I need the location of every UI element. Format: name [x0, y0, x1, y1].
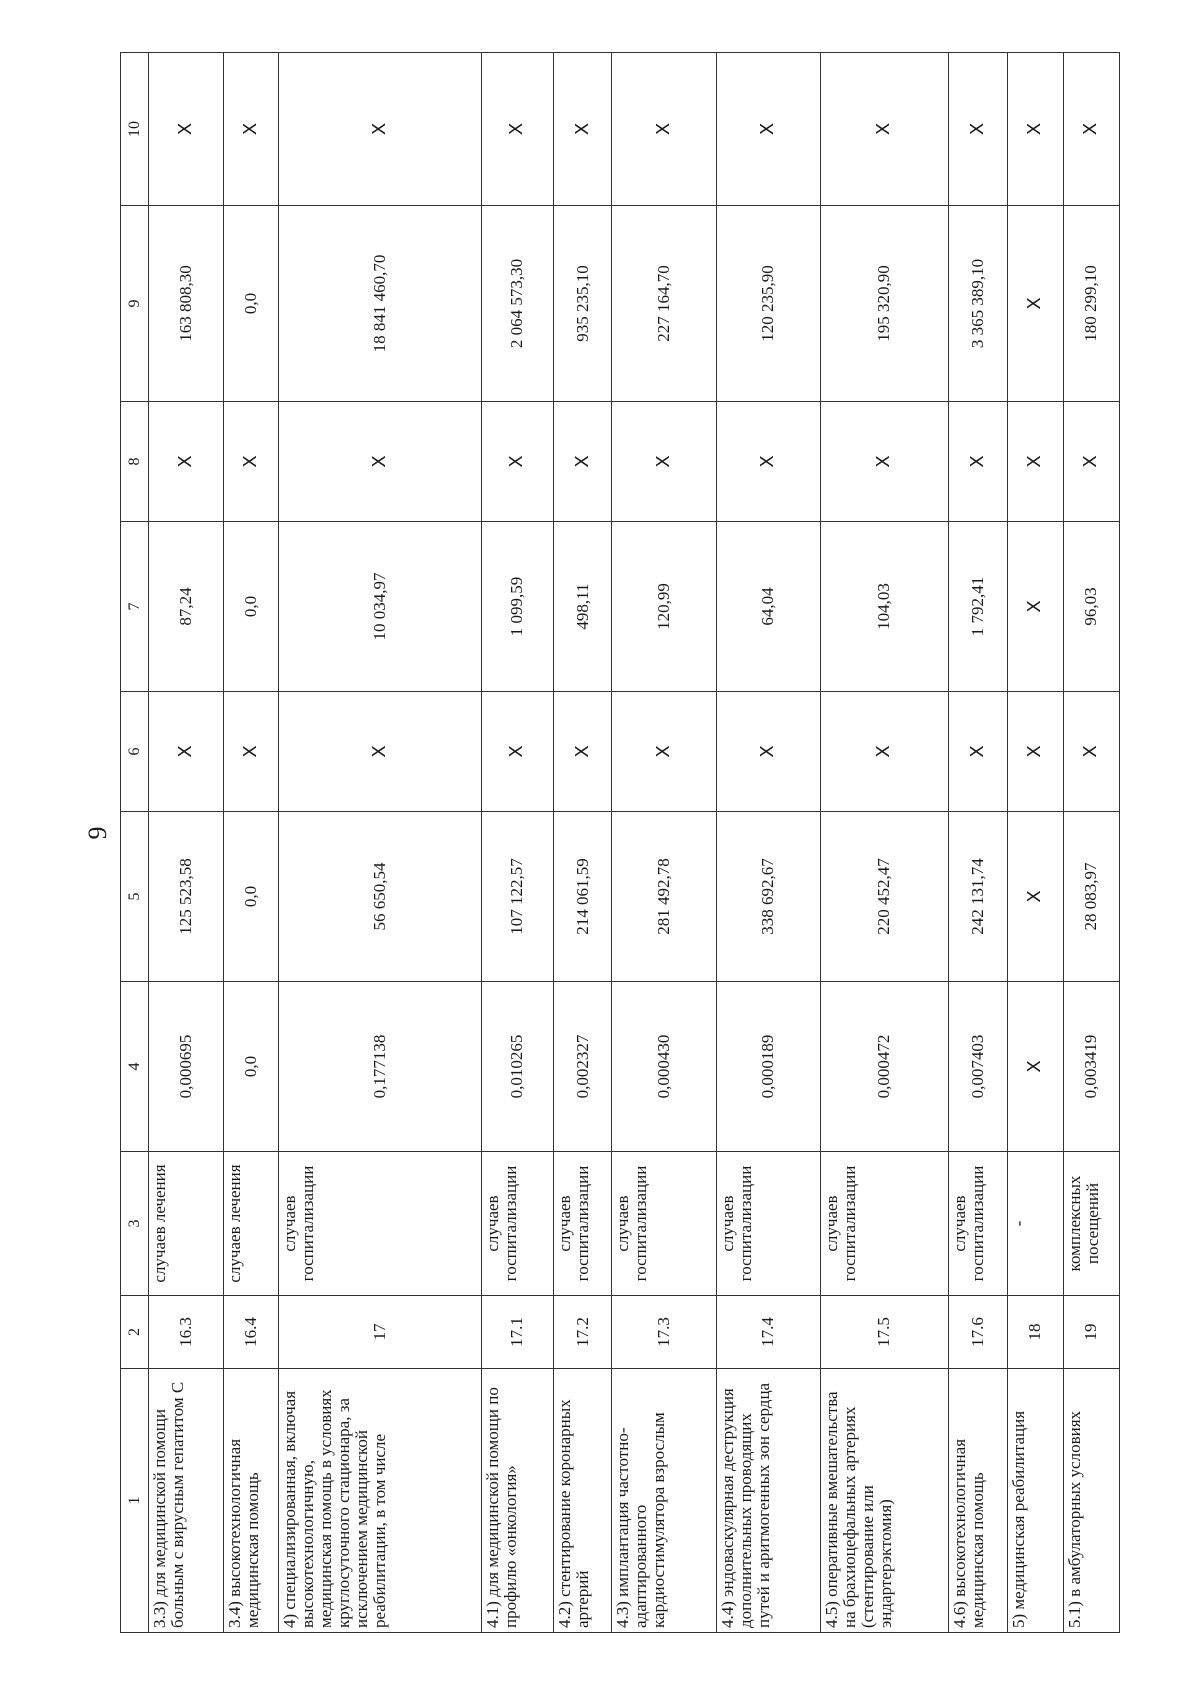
cell-col-6: X [278, 692, 481, 812]
cell-col-1: 4.6) высокотехнологичная медицинская помощь [948, 1369, 1007, 1633]
cell-col-2: 16.4 [223, 1296, 278, 1369]
cell-col-3: случаев госпитализации [716, 1152, 820, 1296]
cell-col-5: 338 692,67 [716, 812, 820, 982]
cell-col-7: 96,03 [1063, 522, 1119, 692]
cell-col-10: X [1063, 53, 1119, 206]
cell-col-1: 3.3) для медицинской помощи больным с вирусным гепатитом С [149, 1369, 224, 1633]
cell-col-7: 1 099,59 [481, 522, 553, 692]
cell-col-2: 16.3 [149, 1296, 224, 1369]
table-row [223, 53, 278, 1633]
cell-col-5: 242 131,74 [948, 812, 1007, 982]
cell-col-9: 195 320,90 [820, 206, 948, 402]
cell-col-7: 10 034,97 [278, 522, 481, 692]
cell-col-9: 935 235,10 [553, 206, 612, 402]
column-header: 3 [121, 1152, 149, 1296]
cell-col-8: X [820, 402, 948, 522]
column-header: 6 [121, 692, 149, 812]
table-row [820, 53, 948, 1633]
cell-col-10: X [553, 53, 612, 206]
cell-col-9: 0,0 [223, 206, 278, 402]
cell-col-4: 0,003419 [1063, 982, 1119, 1152]
data-table [120, 52, 1120, 1633]
rotated-table-wrapper [120, 53, 1120, 1633]
header-row [121, 53, 149, 1633]
cell-col-7: 87,24 [149, 522, 224, 692]
cell-col-9: 180 299,10 [1063, 206, 1119, 402]
cell-col-7: X [1007, 522, 1063, 692]
cell-col-10: X [948, 53, 1007, 206]
cell-col-5: 0,0 [223, 812, 278, 982]
cell-col-3: случаев госпитализации [612, 1152, 716, 1296]
cell-col-10: X [820, 53, 948, 206]
cell-col-1: 5.1) в амбулаторных условиях [1063, 1369, 1119, 1633]
cell-col-9: X [1007, 206, 1063, 402]
cell-col-3: - [1007, 1152, 1063, 1296]
cell-col-5: 214 061,59 [553, 812, 612, 982]
column-header: 2 [121, 1296, 149, 1369]
cell-col-10: X [481, 53, 553, 206]
cell-col-7: 1 792,41 [948, 522, 1007, 692]
cell-col-7: 498,11 [553, 522, 612, 692]
cell-col-3: случаев госпитализации [278, 1152, 481, 1296]
cell-col-9: 2 064 573,30 [481, 206, 553, 402]
cell-col-8: X [481, 402, 553, 522]
cell-col-10: X [612, 53, 716, 206]
cell-col-5: 125 523,58 [149, 812, 224, 982]
cell-col-2: 17.4 [716, 1296, 820, 1369]
cell-col-9: 227 164,70 [612, 206, 716, 402]
cell-col-3: комплексных посещений [1063, 1152, 1119, 1296]
cell-col-7: 120,99 [612, 522, 716, 692]
table-row [948, 53, 1007, 1633]
cell-col-6: X [223, 692, 278, 812]
cell-col-2: 17.5 [820, 1296, 948, 1369]
cell-col-1: 4.4) эндоваскулярная деструкция дополнительных проводящих путей и аритмогенных зон сердца [716, 1369, 820, 1633]
cell-col-3: случаев госпитализации [481, 1152, 553, 1296]
cell-col-5: X [1007, 812, 1063, 982]
cell-col-8: X [1063, 402, 1119, 522]
cell-col-1: 4.5) оперативные вмешательства на брахиоцефальных артериях (стентирование или эндартерэктомия) [820, 1369, 948, 1633]
cell-col-5: 281 492,78 [612, 812, 716, 982]
cell-col-10: X [1007, 53, 1063, 206]
cell-col-7: 64,04 [716, 522, 820, 692]
cell-col-7: 104,03 [820, 522, 948, 692]
column-header: 8 [121, 402, 149, 522]
cell-col-2: 17.6 [948, 1296, 1007, 1369]
cell-col-2: 18 [1007, 1296, 1063, 1369]
cell-col-8: X [278, 402, 481, 522]
cell-col-6: X [716, 692, 820, 812]
table-row [149, 53, 224, 1633]
cell-col-6: X [553, 692, 612, 812]
cell-col-3: случаев госпитализации [820, 1152, 948, 1296]
cell-col-9: 163 808,30 [149, 206, 224, 402]
table-row [481, 53, 553, 1633]
cell-col-10: X [149, 53, 224, 206]
cell-col-2: 17.2 [553, 1296, 612, 1369]
cell-col-3: случаев лечения [223, 1152, 278, 1296]
table-row [612, 53, 716, 1633]
cell-col-8: X [948, 402, 1007, 522]
column-header: 4 [121, 982, 149, 1152]
cell-col-1: 5) медицинская реабилитация [1007, 1369, 1063, 1633]
cell-col-4: X [1007, 982, 1063, 1152]
cell-col-6: X [1007, 692, 1063, 812]
cell-col-4: 0,177138 [278, 982, 481, 1152]
cell-col-1: 4.3) имплантация частотно-адаптированного кардиостимулятора взрослым [612, 1369, 716, 1633]
cell-col-2: 17.1 [481, 1296, 553, 1369]
table-row [716, 53, 820, 1633]
column-header: 1 [121, 1369, 149, 1633]
cell-col-8: X [716, 402, 820, 522]
cell-col-6: X [612, 692, 716, 812]
cell-col-4: 0,000695 [149, 982, 224, 1152]
table-row [1007, 53, 1063, 1633]
cell-col-8: X [553, 402, 612, 522]
cell-col-9: 18 841 460,70 [278, 206, 481, 402]
cell-col-10: X [716, 53, 820, 206]
column-header: 9 [121, 206, 149, 402]
table-row [278, 53, 481, 1633]
cell-col-4: 0,0 [223, 982, 278, 1152]
cell-col-8: X [223, 402, 278, 522]
cell-col-1: 4.1) для медицинской помощи по профилю «онкология» [481, 1369, 553, 1633]
column-header: 5 [121, 812, 149, 982]
cell-col-3: случаев госпитализации [553, 1152, 612, 1296]
cell-col-1: 4) специализированная, включая высокотехнологичную, медицинская помощь в условиях круглосуточного стационара, за исключением медицинской реабилитации, в том числе [278, 1369, 481, 1633]
cell-col-4: 0,000430 [612, 982, 716, 1152]
cell-col-4: 0,007403 [948, 982, 1007, 1152]
table-row [1063, 53, 1119, 1633]
cell-col-1: 3.4) высокотехнологичная медицинская помощь [223, 1369, 278, 1633]
cell-col-6: X [1063, 692, 1119, 812]
cell-col-10: X [278, 53, 481, 206]
column-header: 10 [121, 53, 149, 206]
cell-col-2: 19 [1063, 1296, 1119, 1369]
cell-col-6: X [820, 692, 948, 812]
cell-col-1: 4.2) стентирование коронарных артерий [553, 1369, 612, 1633]
cell-col-3: случаев лечения [149, 1152, 224, 1296]
cell-col-4: 0,002327 [553, 982, 612, 1152]
cell-col-6: X [149, 692, 224, 812]
cell-col-10: X [223, 53, 278, 206]
cell-col-6: X [481, 692, 553, 812]
cell-col-8: X [612, 402, 716, 522]
cell-col-4: 0,010265 [481, 982, 553, 1152]
cell-col-5: 28 083,97 [1063, 812, 1119, 982]
cell-col-3: случаев госпитализации [948, 1152, 1007, 1296]
page-number: 9 [83, 826, 112, 840]
cell-col-5: 56 650,54 [278, 812, 481, 982]
cell-col-2: 17.3 [612, 1296, 716, 1369]
cell-col-8: X [1007, 402, 1063, 522]
column-header: 7 [121, 522, 149, 692]
cell-col-9: 3 365 389,10 [948, 206, 1007, 402]
cell-col-4: 0,000472 [820, 982, 948, 1152]
cell-col-4: 0,000189 [716, 982, 820, 1152]
cell-col-5: 107 122,57 [481, 812, 553, 982]
cell-col-5: 220 452,47 [820, 812, 948, 982]
cell-col-7: 0,0 [223, 522, 278, 692]
cell-col-9: 120 235,90 [716, 206, 820, 402]
cell-col-8: X [149, 402, 224, 522]
cell-col-6: X [948, 692, 1007, 812]
table-row [553, 53, 612, 1633]
cell-col-2: 17 [278, 1296, 481, 1369]
